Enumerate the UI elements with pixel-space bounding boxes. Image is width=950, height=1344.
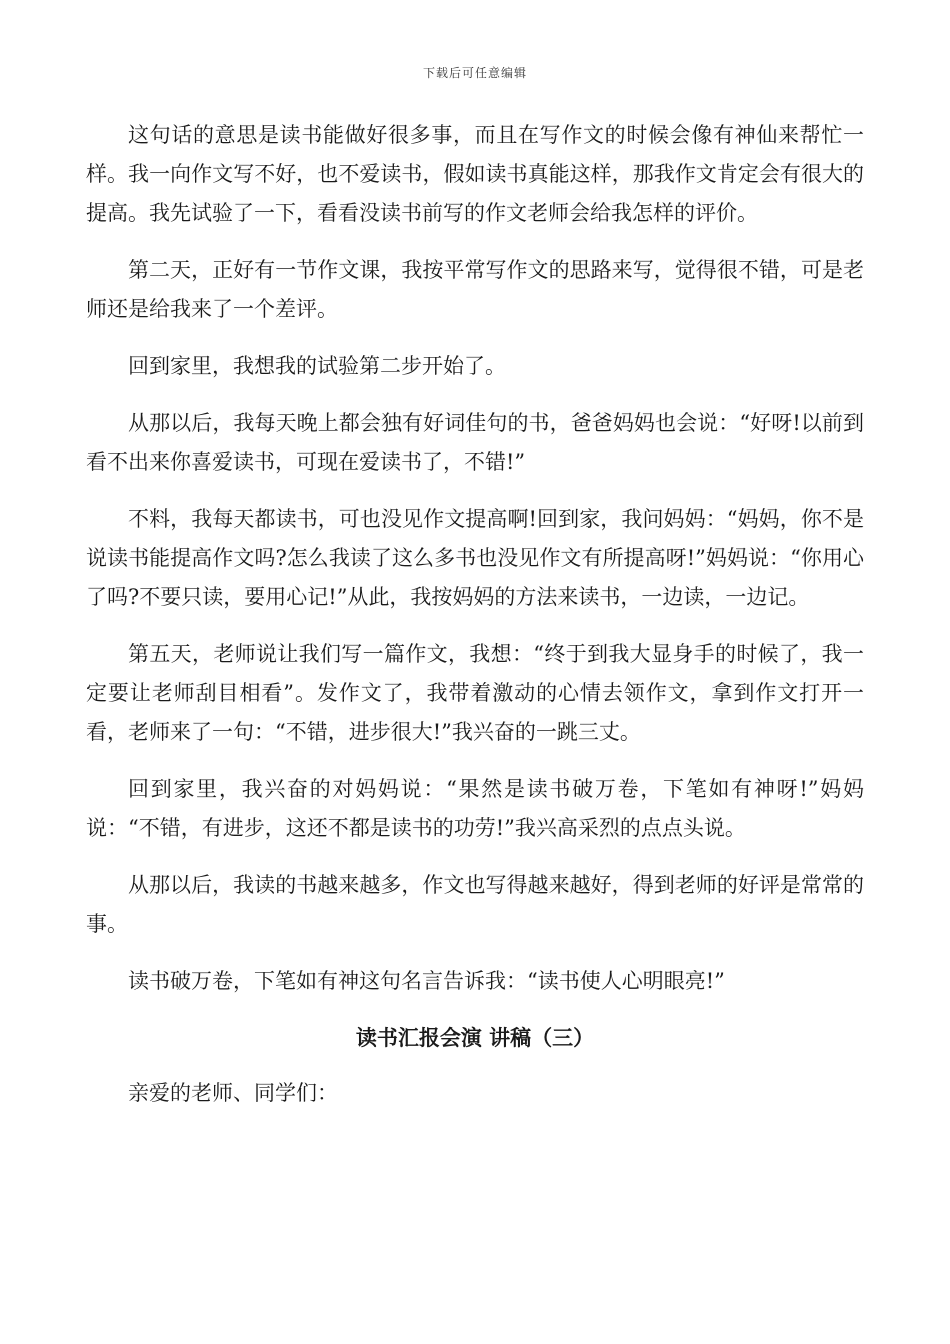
salutation: 亲爱的老师、同学们： <box>128 1081 338 1105</box>
paragraph-5: 不料，我每天都读书，可也没见作文提高啊!回到家，我问妈妈：“妈妈，你不是说读书能提高作文吗?怎么我读了这么多书也没见作文有所提高呀!”妈妈说：“你用心了吗?不要只读，要用心记!”从此，我按妈妈的方法来读书，一边读，一边记。 <box>86 507 864 609</box>
page-header: 下载后可任意编辑 <box>422 66 527 80</box>
paragraph-7: 回到家里，我兴奋的对妈妈说：“果然是读书破万卷，下笔如有神呀!”妈妈说：“不错，有进步，这还不都是读书的功劳!”我兴高采烈的点点头说。 <box>86 777 864 840</box>
paragraph-6: 第五天，老师说让我们写一篇作文，我想：“终于到我大显身手的时候了，我一定要让老师刮目相看”。发作文了，我带着激动的心情去领作文，拿到作文打开一看，老师来了一句：“不错，进步很大!”我兴奋的一跳三丈。 <box>86 642 864 744</box>
paragraph-1: 这句话的意思是读书能做好很多事，而且在写作文的时候会像有神仙来帮忙一样。我一向作文写不好，也不爱读书，假如读书真能这样，那我作文肯定会有很大的提高。我先试验了一下，看看没读书前写的作文老师会给我怎样的评价。 <box>86 123 864 225</box>
paragraph-8: 从那以后，我读的书越来越多，作文也写得越来越好，得到老师的好评是常常的事。 <box>86 873 864 936</box>
section-title: 读书汇报会演 讲稿（三） <box>355 1026 595 1050</box>
paragraph-9: 读书破万卷，下笔如有神这句名言告诉我：“读书使人心明眼亮!” <box>128 969 725 993</box>
paragraph-4: 从那以后，我每天晚上都会独有好词佳句的书，爸爸妈妈也会说：“好呀!以前到看不出来你喜爱读书，可现在爱读书了，不错!” <box>86 411 864 474</box>
paragraph-3: 回到家里，我想我的试验第二步开始了。 <box>128 354 506 378</box>
document-body <box>86 116 864 1131</box>
paragraph-2: 第二天，正好有一节作文课，我按平常写作文的思路来写，觉得很不错，可是老师还是给我来了一个差评。 <box>86 258 864 321</box>
